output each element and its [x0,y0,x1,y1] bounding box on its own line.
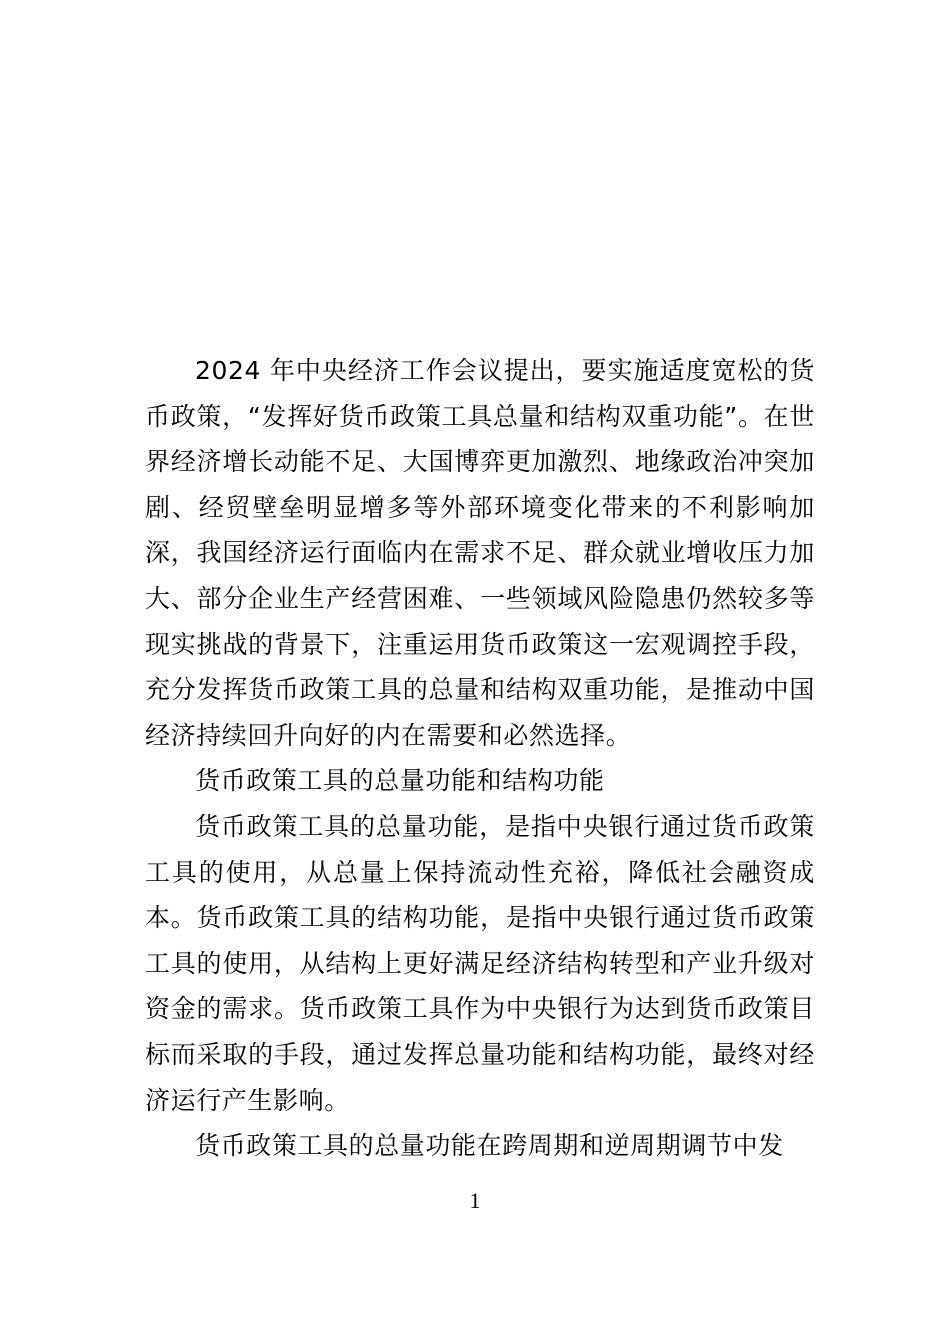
paragraph-definition: 货币政策工具的总量功能，是指中央银行通过货币政策工具的使用，从总量上保持流动性充裕，降低社会融资成本。货币政策工具的结构功能，是指中央银行通过货币政策工具的使用，从结构上更好满足经济结构转型和产业升级对资金的需求。货币政策工具作为中央银行为达到货币政策目标而采取的手段，通过发挥总量功能和结构功能，最终对经济运行产生影响。 [145,811,815,1115]
section-heading: 货币政策工具的总量功能和结构功能 [195,766,605,796]
document-body [145,348,815,1169]
page-number: 1 [469,1188,481,1213]
paragraph-intro: 2024 年中央经济工作会议提出，要实施适度宽松的货币政策，“发挥好货币政策工具总量和结构双重功能”。在世界经济增长动能不足、大国博弈更加激烈、地缘政治冲突加剧、经贸壁垒明显增多等外部环境变化带来的不利影响加深，我国经济运行面临内在需求不足、群众就业增收压力加大、部分企业生产经营困难、一些领域风险隐患仍然较多等现实挑战的背景下，注重运用货币政策这一宏观调控手段，充分发挥货币政策工具的总量和结构双重功能，是推动中国经济持续回升向好的内在需要和必然选择。 [145,356,815,750]
paragraph-continued: 货币政策工具的总量功能在跨周期和逆周期调节中发 [195,1131,784,1161]
